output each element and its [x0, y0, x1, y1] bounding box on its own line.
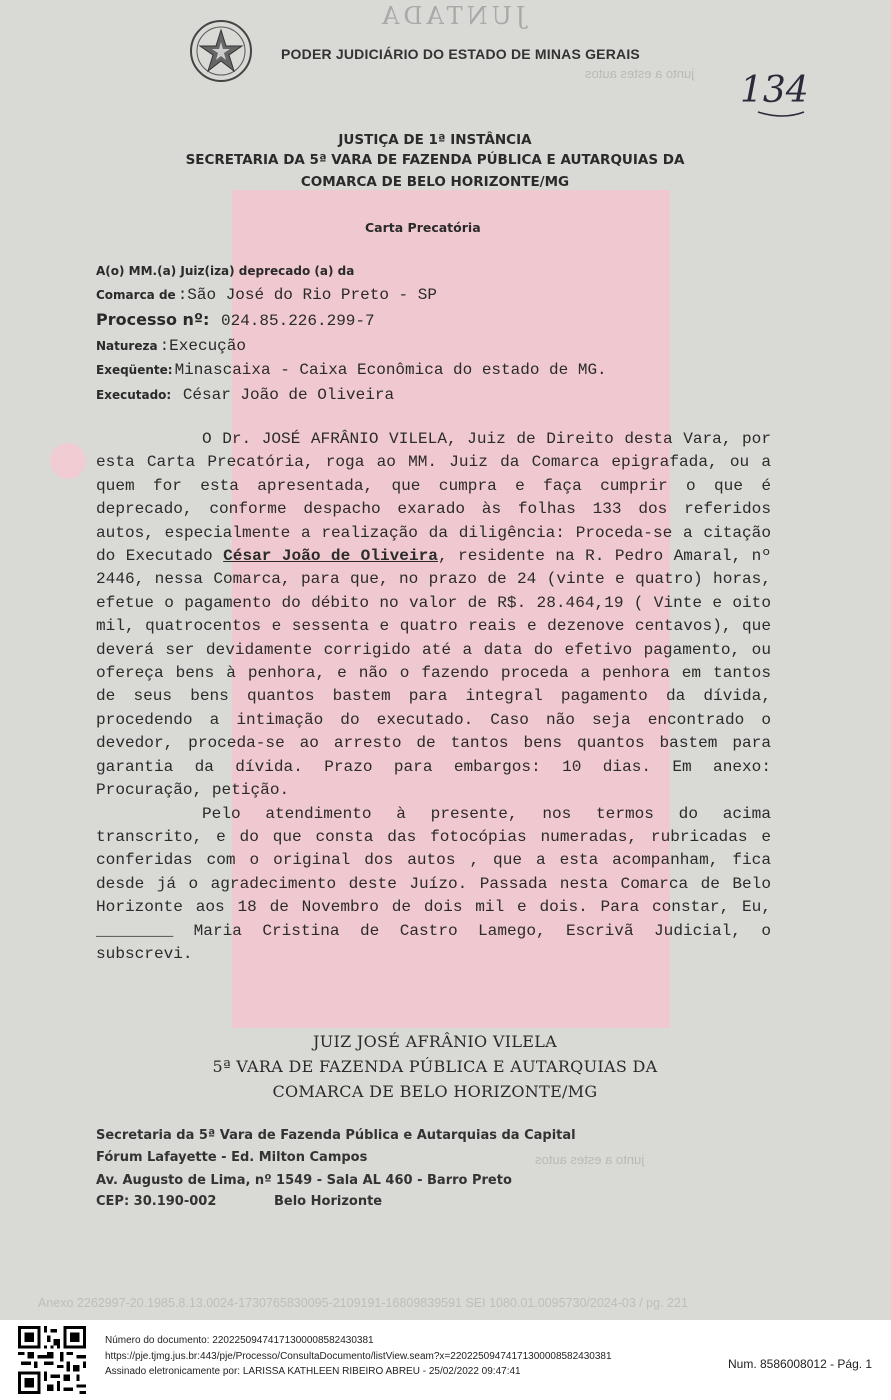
handwritten-folio-number	[738, 62, 810, 124]
coat-of-arms-icon	[188, 18, 254, 84]
letter-body	[96, 428, 771, 966]
signature-line-2: 5ª VARA DE FAZENDA PÚBLICA E AUTARQUIAS DA	[212, 1057, 658, 1076]
executado-label: Executado:	[96, 388, 172, 402]
title-line-2: SECRETARIA DA 5ª VARA DE FAZENDA PÚBLICA E AUTARQUIAS DA	[185, 152, 685, 168]
executado-value: César João de Oliveira	[182, 386, 395, 404]
comarca-value: :São José do Rio Preto - SP	[177, 286, 437, 304]
document-type: Carta Precatória	[365, 220, 481, 235]
body-paragraph-2: Pelo atendimento à presente, nos termos do acima transcrito, e do que consta das fotocópias numeradas, rubricadas e conferidas com o original dos autos , que a esta acompanham, fica desde já o agradecimento deste Juízo. Passada nesta Comarca de Belo Horizonte aos 18 de Novembro de dois mil e dois. Para constar, Eu, ________ Maria Cristina de Castro Lamego, Escrivã Judicial, o subscrevi.	[96, 804, 771, 963]
natureza-label: Natureza	[96, 339, 158, 353]
bleed-through-text: junto a estes autos	[535, 1152, 645, 1167]
document-number: Número do documento: 22022509474171300008582430381	[105, 1335, 374, 1346]
title-line-1: JUSTIÇA DE 1ª INSTÂNCIA	[338, 132, 532, 148]
signature-info: Assinado eletronicamente por: LARISSA KATHLEEN RIBEIRO ABREU - 25/02/2022 09:47:41	[105, 1366, 521, 1377]
footer-line-1: Secretaria da 5ª Vara de Fazenda Pública e Autarquias da Capital	[96, 1128, 576, 1143]
document-info	[105, 1333, 612, 1380]
court-header: PODER JUDICIÁRIO DO ESTADO DE MINAS GERAIS	[281, 46, 640, 62]
addressee-label: A(o) MM.(a) Juiz(iza) deprecado (a) da	[96, 264, 355, 278]
processo-field	[96, 310, 375, 330]
processo-label: Processo nº:	[96, 310, 210, 329]
signature-line-3: COMARCA DE BELO HORIZONTE/MG	[272, 1082, 598, 1101]
qr-code-icon	[18, 1326, 86, 1394]
body-paragraph-1: O Dr. JOSÉ AFRÂNIO VILELA, Juiz de Direito desta Vara, por esta Carta Precatória, roga ao MM. Juiz da Comarca epigrafada, ou a quem for esta apresentada, que cumpra e faça cumprir o que é deprecado, conforme despacho exarado às folhas 133 dos referidos autos, especialmente a realização da diligência: Proceda-se a citação do Executado César João de Oliveira, residente na R. Pedro Amaral, nº 2446, nessa Comarca, para que, no prazo de 24 (vinte e quatro) horas, efetue o pagamento do débito no valor de R$. 28.464,19 ( Vinte e oito mil, quatrocentos e sessenta e quatro reais e dezenove centavos), que deverá ser devidamente corrigido até a data do efetivo pagamento, ou ofereça bens à penhora, e não o fazendo proceda a penhora em tantos de seus bens quantos bastem para integral pagamento da dívida, procedendo a intimação do executado. Caso não seja encontrado o devedor, proceda-se ao arresto de tantos bens quantos bastem para garantia da dívida. Prazo para embargos: 10 dias. Em anexo: Procuração, petição.	[96, 430, 771, 800]
exequente-field	[96, 361, 607, 379]
executado-name: César João de Oliveira	[223, 547, 438, 566]
page-number: Num. 8586008012 - Pág. 1	[728, 1357, 873, 1371]
title-line-3: COMARCA DE BELO HORIZONTE/MG	[300, 174, 570, 190]
footer-city: Belo Horizonte	[274, 1194, 383, 1209]
footer-line-3: Av. Augusto de Lima, nº 1549 - Sala AL 460 - Barro Preto	[96, 1173, 512, 1188]
natureza-value: :Execução	[159, 337, 246, 355]
judge-name: JUIZ JOSÉ AFRÂNIO VILELA	[312, 1032, 558, 1051]
processo-value: 024.85.226.299-7	[220, 312, 375, 330]
exequente-label: Exeqüente:	[96, 363, 173, 377]
folio-number: 134	[740, 70, 809, 111]
annex-stamp: Anexo 2262997-20.1985.8.13.0024-1730765830095-2109191-16809839591 SEI 1080.01.0095730/2024-03 / pg. 221	[38, 1296, 688, 1310]
comarca-label: Comarca de	[96, 288, 176, 302]
executado-field	[96, 386, 394, 404]
natureza-field	[96, 337, 246, 355]
exequente-value: Minascaixa - Caixa Econômica do estado de MG.	[174, 361, 607, 379]
comarca-field	[96, 286, 437, 304]
document-url[interactable]: https://pje.tjmg.jus.br:443/pje/Processo/ConsultaDocumento/listView.seam?x=22022509474171300008582430381	[105, 1350, 612, 1362]
footer-line-2: Fórum Lafayette - Ed. Milton Campos	[96, 1150, 368, 1165]
bleed-through-text: junto a estes autos	[585, 66, 695, 81]
juntada-stamp: JUNTADA	[378, 2, 526, 30]
footer-cep: CEP: 30.190-002	[96, 1194, 217, 1209]
highlight-mark	[50, 443, 86, 479]
addressee	[96, 262, 354, 280]
